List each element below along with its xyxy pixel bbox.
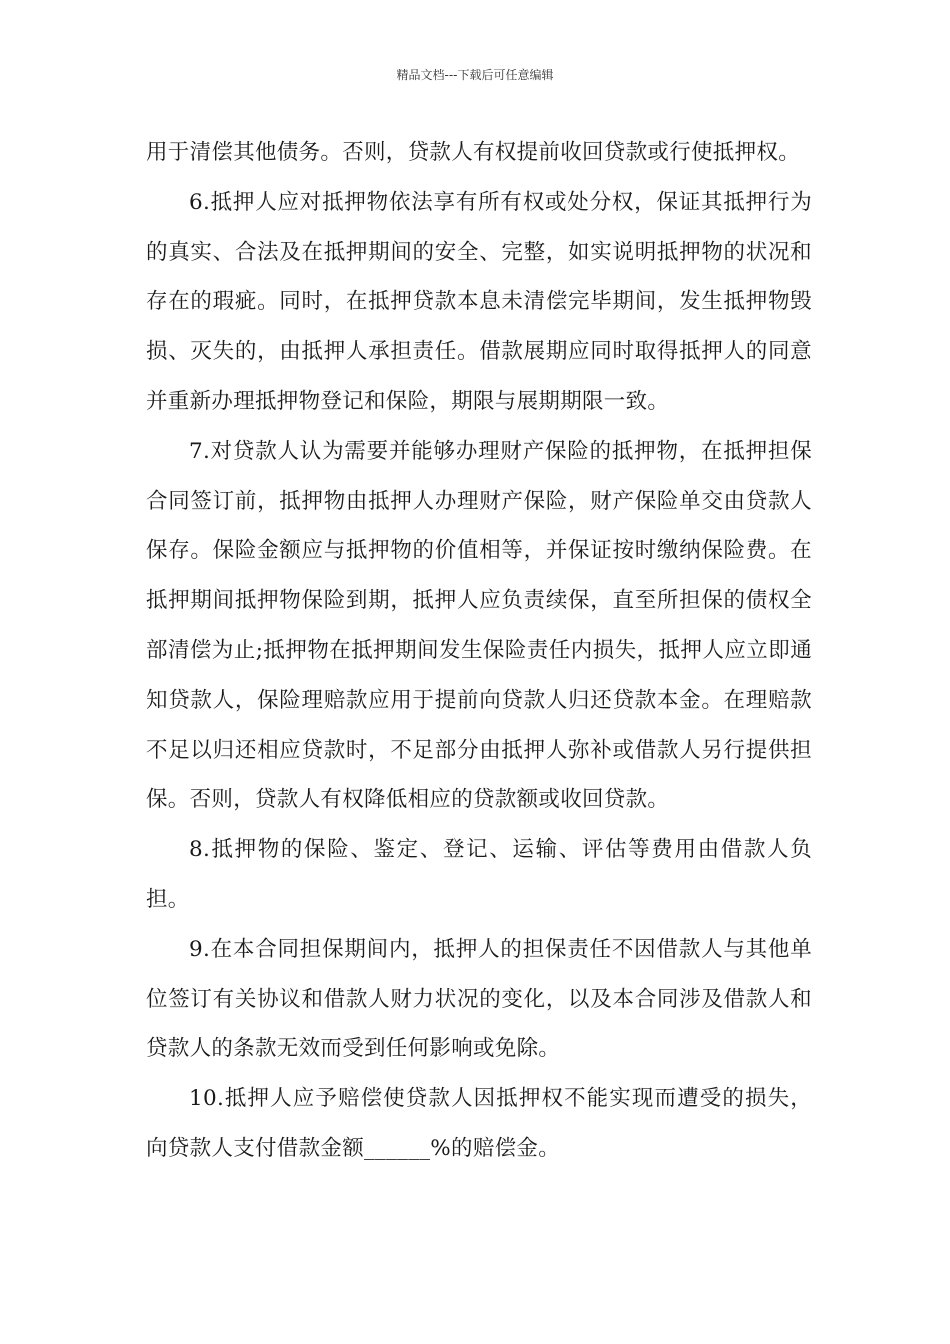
page-header: 精品文档---下载后可任意编辑 <box>396 68 554 82</box>
paragraph-continuation: 用于清偿其他债务。否则，贷款人有权提前收回贷款或行使抵押权。 <box>146 140 801 165</box>
clause-6: 6.抵押人应对抵押物依法享有所有权或处分权，保证其抵押行为的真实、合法及在抵押期间的安全、完整，如实说明抵押物的状况和存在的瑕疵。同时，在抵押贷款本息未清偿完毕期间，发生抵押物毁损、灭失的，由抵押人承担责任。借款展期应同时取得抵押人的同意并重新办理抵押物登记和保险，期限与展期期限一致。 <box>146 189 812 414</box>
clause-7: 7.对贷款人认为需要并能够办理财产保险的抵押物，在抵押担保合同签订前，抵押物由抵押人办理财产保险，财产保险单交由贷款人保存。保险金额应与抵押物的价值相等，并保证按时缴纳保险费。在抵押期间抵押物保险到期，抵押人应负责续保，直至所担保的债权全部清偿为止;抵押物在抵押期间发生保险责任内损失，抵押人应立即通知贷款人，保险理赔款应用于提前向贷款人归还贷款本金。在理赔款不足以归还相应贷款时，不足部分由抵押人弥补或借款人另行提供担保。否则，贷款人有权降低相应的贷款额或收回贷款。 <box>146 438 812 813</box>
clause-8: 8.抵押物的保险、鉴定、登记、运输、评估等费用由借款人负担。 <box>146 837 812 912</box>
clause-9: 9.在本合同担保期间内，抵押人的担保责任不因借款人与其他单位签订有关协议和借款人财力状况的变化，以及本合同涉及借款人和贷款人的条款无效而受到任何影响或免除。 <box>146 936 812 1062</box>
clause-10: 10.抵押人应予赔偿使贷款人因抵押权不能实现而遭受的损失，向贷款人支付借款金额______%的赔偿金。 <box>146 1086 812 1161</box>
document-body <box>146 128 812 1174</box>
